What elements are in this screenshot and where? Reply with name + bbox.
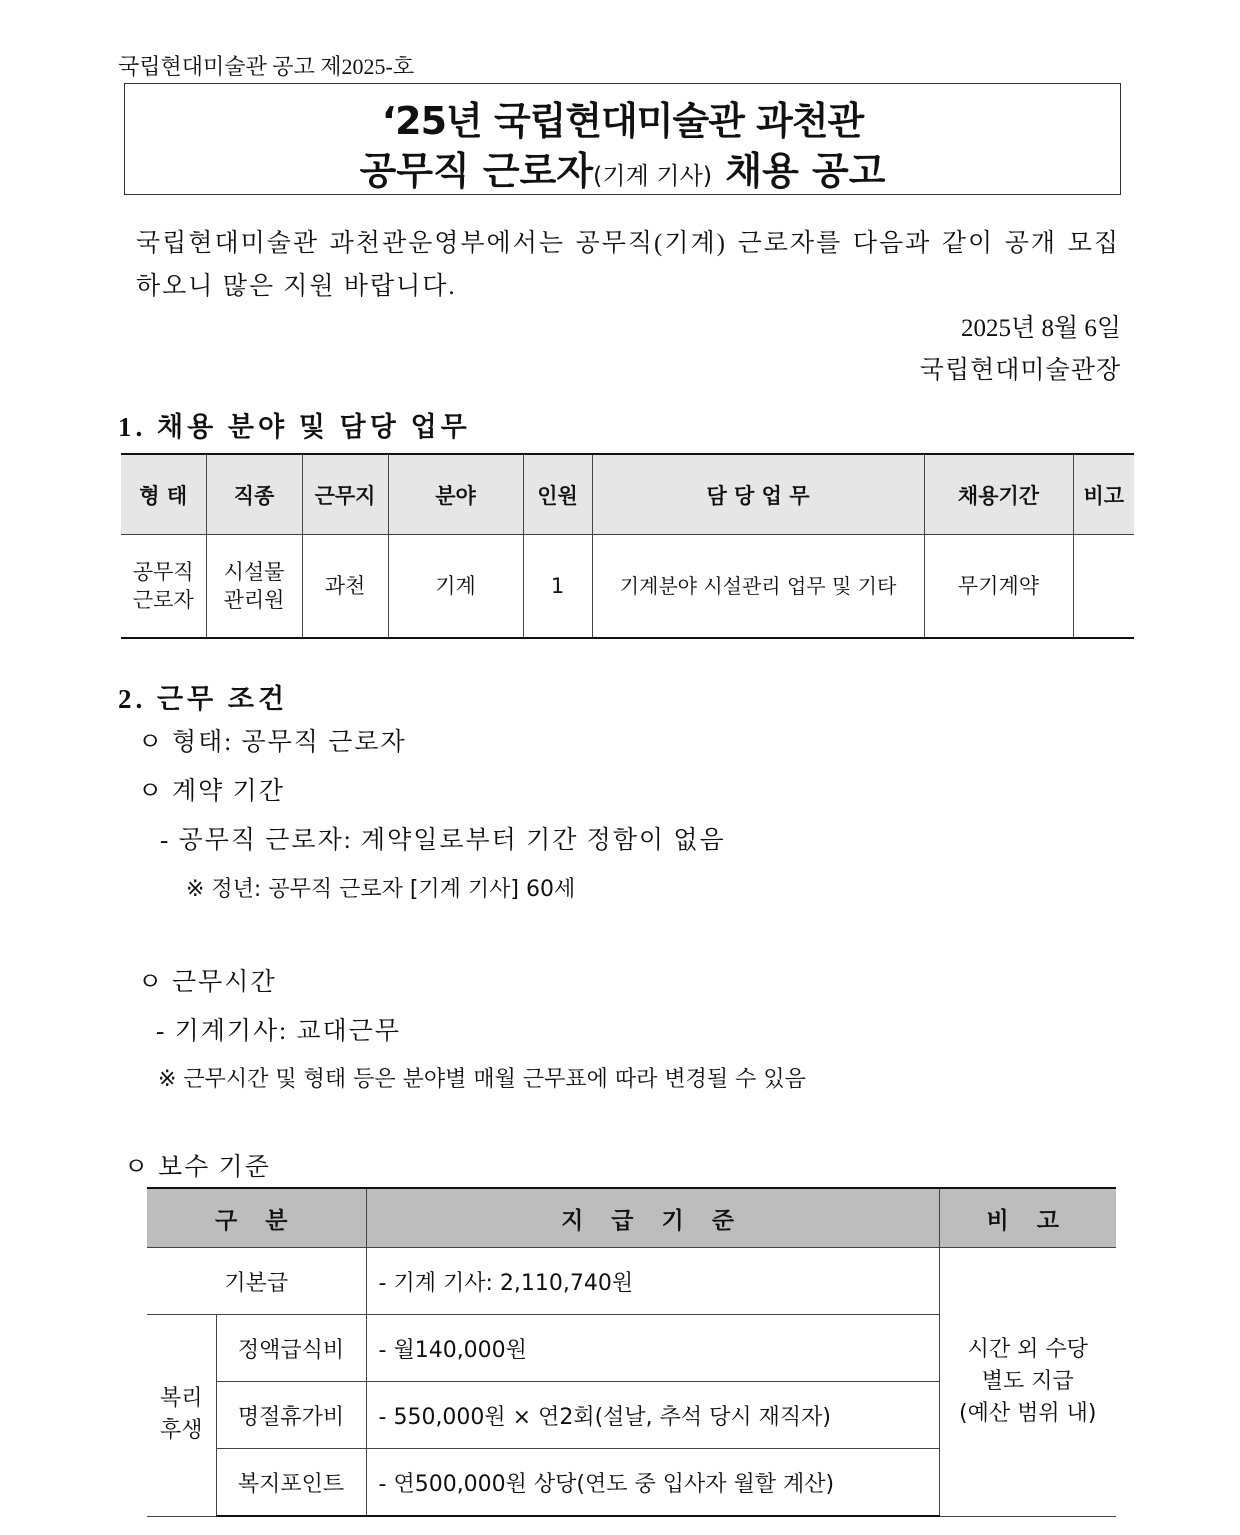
type-line-2: 근로자 xyxy=(132,588,194,612)
header-field: 분야 xyxy=(388,454,523,535)
bullet: ㅇ xyxy=(138,969,165,996)
meal-label: 정액급식비 xyxy=(216,1315,366,1382)
welfare-label xyxy=(147,1315,216,1517)
title-sub: (기계 기사) xyxy=(593,162,713,190)
table-row xyxy=(147,1248,1116,1315)
remark-line-1: 시간 외 수당 xyxy=(967,1336,1088,1362)
header-location: 근무지 xyxy=(302,454,388,535)
form-item xyxy=(138,722,407,758)
title-main: 공무직 근로자 xyxy=(359,149,594,193)
cell-location: 과천 xyxy=(302,535,388,639)
welfare-line-2: 후생 xyxy=(159,1418,203,1444)
pay-title: 보수 기준 xyxy=(158,1154,271,1181)
bullet: ㅇ xyxy=(138,778,165,805)
issuer: 국립현대미술관장 xyxy=(919,357,1121,384)
pay-header-criteria: 지 급 기 준 xyxy=(366,1188,939,1248)
cell-type xyxy=(121,535,206,639)
retirement-note: ※ 정년: 공무직 근로자 [기계 기사] 60세 xyxy=(186,877,576,902)
pay-header-row xyxy=(147,1188,1116,1248)
table-row xyxy=(121,535,1134,639)
cell-field: 기계 xyxy=(388,535,523,639)
cell-note xyxy=(1073,535,1134,639)
welfare-line-1: 복리 xyxy=(159,1386,203,1412)
title-box xyxy=(124,83,1121,195)
point-value: - 연500,000원 상당(연도 중 입사자 월할 계산) xyxy=(366,1449,939,1517)
title-end: 채용 공고 xyxy=(725,149,886,193)
header-type: 형 태 xyxy=(121,454,206,535)
pay-header-category: 구 분 xyxy=(147,1188,366,1248)
header-count: 인원 xyxy=(523,454,592,535)
header-note: 비고 xyxy=(1073,454,1134,535)
job-line-2: 관리원 xyxy=(223,588,285,612)
remark-line-2: 별도 지급 xyxy=(981,1368,1074,1394)
hours-title: 근무시간 xyxy=(172,969,277,996)
cell-job xyxy=(206,535,302,639)
pay-header-remark: 비 고 xyxy=(939,1188,1116,1248)
pay-item xyxy=(124,1147,271,1183)
notice-number: 국립현대미술관 공고 제2025-호 xyxy=(118,54,415,79)
contract-title: 계약 기간 xyxy=(172,778,285,805)
cell-count: 1 xyxy=(523,535,592,639)
holiday-value: - 550,000원 × 연2회(설날, 추석 당시 재직자) xyxy=(366,1382,939,1449)
header-job: 직종 xyxy=(206,454,302,535)
section-1-title: 1. 채용 분야 및 담당 업무 xyxy=(118,412,471,442)
table-header-row xyxy=(121,454,1134,535)
contract-detail: - 공무직 근로자: 계약일로부터 기간 정함이 없음 xyxy=(160,827,726,854)
type-line-1: 공무직 xyxy=(132,560,194,584)
title-line-2 xyxy=(125,140,1120,195)
header-period: 채용기간 xyxy=(924,454,1073,535)
hours-item xyxy=(138,962,277,998)
section-2-title: 2. 근무 조건 xyxy=(118,684,289,714)
hours-note: ※ 근무시간 및 형태 등은 분야별 매월 근무표에 따라 변경될 수 있음 xyxy=(158,1067,806,1092)
job-line-1: 시설물 xyxy=(223,560,285,584)
holiday-label: 명절휴가비 xyxy=(216,1382,366,1449)
point-label: 복지포인트 xyxy=(216,1449,366,1517)
contract-item xyxy=(138,771,285,807)
base-pay-value: - 기계 기사: 2,110,740원 xyxy=(366,1248,939,1315)
bullet: ㅇ xyxy=(138,729,165,756)
intro-paragraph: 국립현대미술관 과천관운영부에서는 공무직(기계) 근로자를 다음과 같이 공개 모집하오니 많은 지원 바랍니다. xyxy=(136,230,1120,300)
pay-remark xyxy=(939,1248,1116,1517)
cell-period: 무기계약 xyxy=(924,535,1073,639)
remark-line-3: (예산 범위 내) xyxy=(959,1400,1097,1426)
bullet: ㅇ xyxy=(124,1154,151,1181)
form-text: 형태: 공무직 근로자 xyxy=(172,729,407,756)
pay-table xyxy=(147,1187,1116,1517)
cell-duty: 기계분야 시설관리 업무 및 기타 xyxy=(592,535,924,639)
meal-value: - 월140,000원 xyxy=(366,1315,939,1382)
hours-detail: - 기계기사: 교대근무 xyxy=(156,1018,401,1045)
base-pay-label: 기본급 xyxy=(147,1248,366,1315)
header-duty: 담 당 업 무 xyxy=(592,454,924,535)
title-line-1: ‘25년 국립현대미술관 과천관 xyxy=(381,99,864,143)
recruitment-table xyxy=(121,453,1134,639)
notice-date: 2025년 8월 6일 xyxy=(961,315,1121,342)
